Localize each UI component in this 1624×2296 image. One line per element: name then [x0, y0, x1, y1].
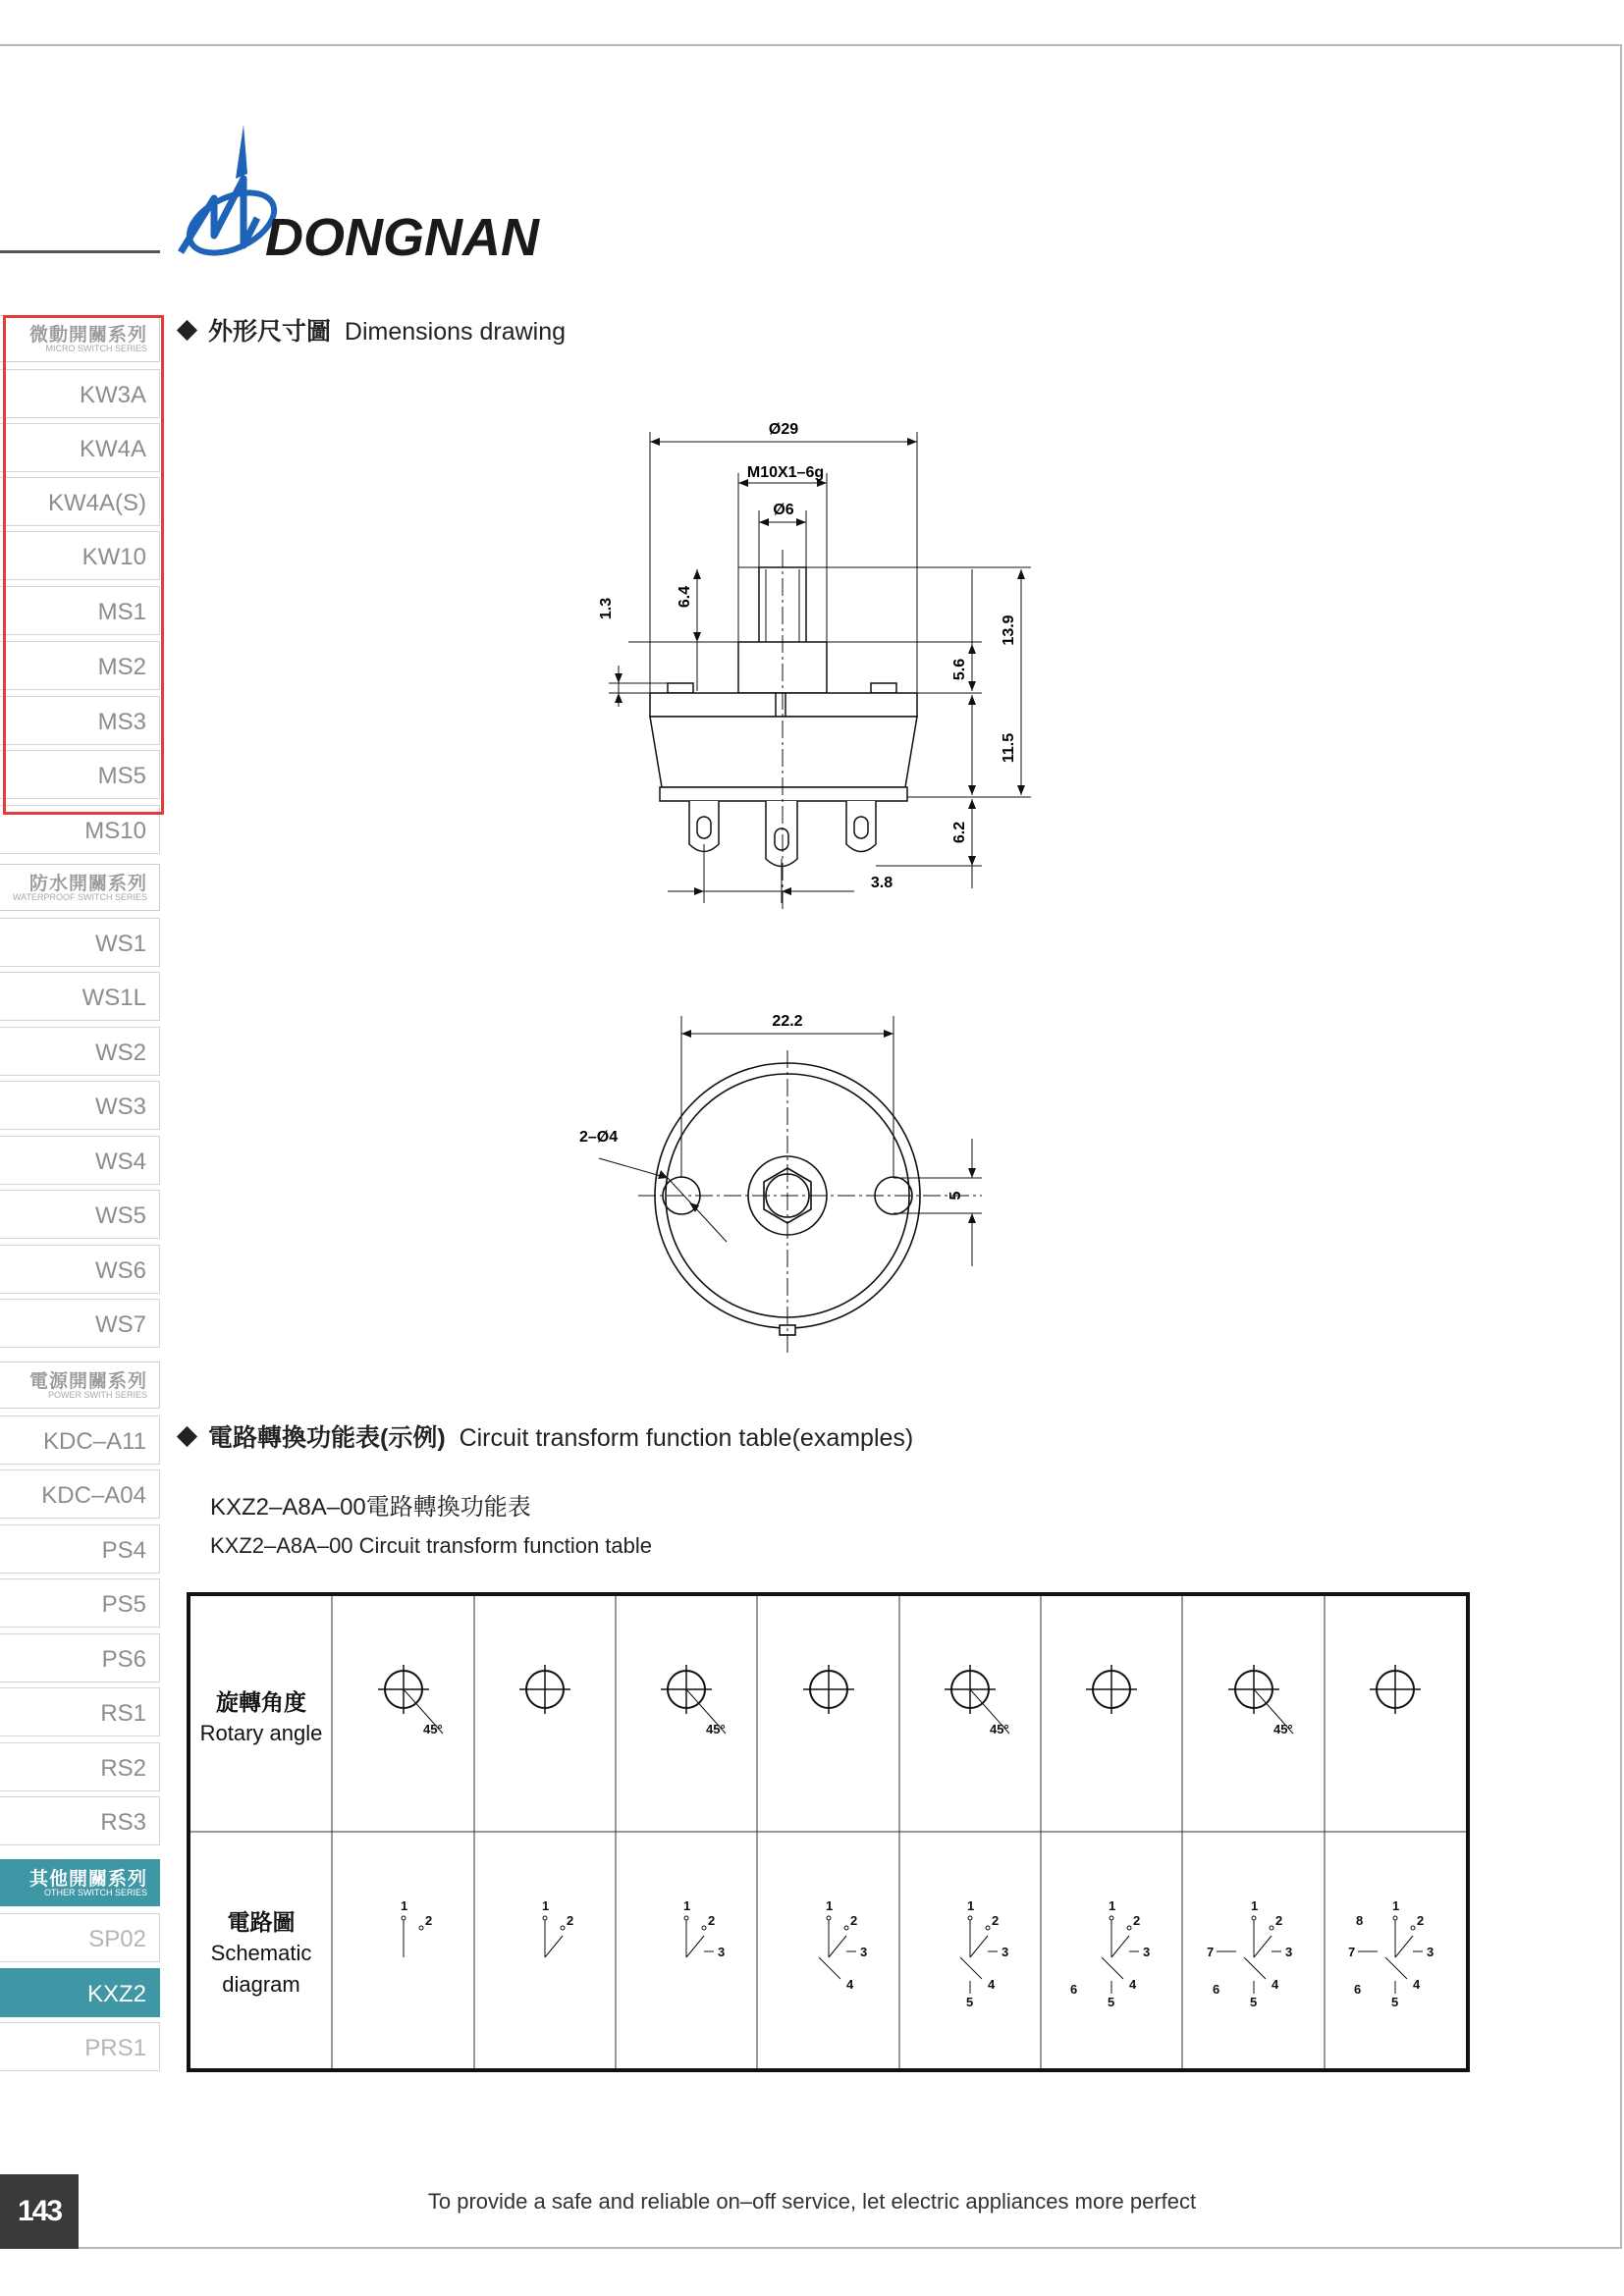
page-number: 143 — [0, 2174, 79, 2249]
sidebar-item-kdc-a11[interactable] — [0, 1415, 160, 1465]
svg-text:2: 2 — [708, 1913, 716, 1928]
schematic-symbol — [1070, 1898, 1150, 2009]
svg-text:2: 2 — [1275, 1913, 1283, 1928]
sidebar-item-label: MS3 — [97, 709, 146, 735]
svg-text:1: 1 — [967, 1898, 975, 1913]
svg-text:3: 3 — [718, 1945, 726, 1959]
svg-text:1: 1 — [401, 1898, 408, 1913]
dim-5-6: 5.6 — [951, 658, 968, 681]
selection-highlight-box — [3, 315, 164, 815]
sidebar-item-label: KDC–A11 — [43, 1428, 146, 1455]
svg-text:6: 6 — [1070, 1982, 1078, 1997]
schematic-symbol — [960, 1898, 1008, 2009]
table-title-en: KXZ2–A8A–00 Circuit transform function table — [210, 1533, 653, 1558]
rotary-angle-symbol — [945, 1665, 1009, 1736]
sidebar-item-ws1[interactable] — [0, 918, 160, 967]
sidebar-item-ps5[interactable] — [0, 1578, 160, 1628]
sidebar-item-label: WS7 — [94, 1311, 146, 1338]
dim-holes: 2–Ø4 — [579, 1129, 619, 1146]
sidebar-item-ws4[interactable] — [0, 1136, 160, 1185]
sidebar-item-label: KW4A — [79, 436, 146, 462]
schematic-symbol — [401, 1898, 432, 1957]
svg-text:4: 4 — [1129, 1977, 1137, 1992]
svg-text:3: 3 — [1143, 1945, 1151, 1959]
svg-text:3: 3 — [1427, 1945, 1435, 1959]
category-sublabel: MICRO SWITCH SERIES — [45, 344, 147, 353]
sidebar-item-rs2[interactable] — [0, 1742, 160, 1791]
sidebar-item-label: PRS1 — [84, 2035, 146, 2061]
sidebar-item-ws3[interactable] — [0, 1081, 160, 1130]
svg-text:2: 2 — [1417, 1913, 1425, 1928]
svg-text:6: 6 — [1354, 1982, 1362, 1997]
svg-text:2: 2 — [850, 1913, 858, 1928]
svg-text:5: 5 — [966, 1995, 974, 2009]
dim-6-4: 6.4 — [677, 585, 693, 609]
svg-text:4: 4 — [846, 1977, 854, 1992]
sidebar-item-ws5[interactable] — [0, 1190, 160, 1239]
dim-thread: M10X1–6g — [746, 464, 825, 481]
schematic-symbol — [819, 1898, 867, 1992]
table-title-zh: KXZ2–A8A–00電路轉換功能表 — [210, 1494, 531, 1521]
row-label-zh: 電路圖 — [227, 1909, 296, 1935]
sidebar-item-label: KW10 — [81, 544, 146, 570]
sidebar-item-ws2[interactable] — [0, 1027, 160, 1076]
sidebar-item-kdc-a04[interactable] — [0, 1469, 160, 1519]
row-label-en: diagram — [222, 1972, 300, 1997]
front-view-drawing — [569, 1001, 1021, 1369]
rotary-angle-symbol — [1370, 1665, 1421, 1714]
sidebar-item-prs1[interactable] — [0, 2022, 160, 2071]
category-label: 微動開關系列 — [28, 325, 147, 346]
svg-text:5: 5 — [1250, 1995, 1258, 2009]
sidebar-item-kxz2[interactable] — [0, 1968, 160, 2017]
schematic-symbol — [542, 1898, 573, 1957]
dimensions-heading — [180, 312, 566, 347]
sidebar-item-ps6[interactable] — [0, 1633, 160, 1682]
sidebar-item-label: KDC–A04 — [41, 1482, 146, 1509]
svg-text:2: 2 — [425, 1913, 433, 1928]
svg-text:6: 6 — [1213, 1982, 1220, 1997]
sidebar-item-label: PS4 — [101, 1537, 146, 1564]
category-power[interactable] — [0, 1362, 160, 1409]
category-sublabel: OTHER SWITCH SERIES — [43, 1888, 147, 1897]
svg-text:4: 4 — [1413, 1977, 1421, 1992]
svg-text:3: 3 — [1285, 1945, 1293, 1959]
rotary-angle-symbol — [1086, 1665, 1137, 1714]
heading-en: Dimensions drawing — [344, 318, 567, 346]
svg-text:2: 2 — [1133, 1913, 1141, 1928]
sidebar-item-label: WS1 — [94, 931, 146, 957]
sidebar-item-rs3[interactable] — [0, 1796, 160, 1845]
sidebar-item-label: MS5 — [97, 763, 146, 789]
sidebar-item-label: WS3 — [94, 1094, 146, 1120]
sidebar-item-ps4[interactable] — [0, 1524, 160, 1574]
sidebar-item-rs1[interactable] — [0, 1687, 160, 1736]
svg-text:4: 4 — [1272, 1977, 1279, 1992]
svg-text:1: 1 — [1392, 1898, 1400, 1913]
side-view-drawing — [569, 412, 1080, 928]
row-label-en: Schematic — [210, 1941, 312, 1965]
sidebar-item-label: SP02 — [88, 1926, 146, 1952]
diamond-bullet-icon — [177, 1426, 197, 1447]
sidebar-item-label: PS6 — [101, 1646, 146, 1673]
sidebar-item-label: WS1L — [81, 985, 146, 1011]
angle-label: 45° — [990, 1722, 1009, 1736]
rotary-angle-symbol — [378, 1665, 443, 1736]
svg-text:7: 7 — [1348, 1945, 1356, 1959]
dim-3-8: 3.8 — [870, 875, 893, 891]
dim-1-3: 1.3 — [598, 597, 615, 620]
sidebar-item-label: RS1 — [100, 1700, 146, 1727]
sidebar-item-label: KW3A — [79, 382, 146, 408]
angle-label: 45° — [706, 1722, 726, 1736]
sidebar-item-label: WS2 — [94, 1040, 146, 1066]
header-rule — [0, 250, 160, 253]
dim-6-2: 6.2 — [951, 821, 968, 844]
sidebar-item-sp02[interactable] — [0, 1913, 160, 1962]
angle-label: 45° — [1273, 1722, 1293, 1736]
sidebar-item-label: WS6 — [94, 1257, 146, 1284]
heading-en: Circuit transform function table(examples) — [459, 1424, 914, 1452]
category-waterproof[interactable] — [0, 864, 160, 911]
dim-22-2: 22.2 — [772, 1013, 803, 1030]
svg-text:5: 5 — [1391, 1995, 1399, 2009]
svg-text:8: 8 — [1356, 1913, 1364, 1928]
svg-text:3: 3 — [860, 1945, 868, 1959]
schematic-symbol — [1348, 1898, 1434, 2009]
sidebar-item-label: KXZ2 — [86, 1981, 146, 2007]
dim-13-9: 13.9 — [1001, 614, 1017, 646]
sidebar-item-ws6[interactable] — [0, 1245, 160, 1294]
svg-text:1: 1 — [683, 1898, 691, 1913]
svg-text:1: 1 — [542, 1898, 550, 1913]
category-sublabel: POWER SWITH SERIES — [47, 1390, 147, 1400]
rotary-angle-symbol — [1228, 1665, 1293, 1736]
sidebar-item-label: MS10 — [84, 818, 146, 844]
sidebar-item-label: KW4A(S) — [47, 490, 146, 516]
rotary-angle-symbol — [519, 1665, 570, 1714]
heading-zh: 外形尺寸圖 — [208, 318, 332, 346]
svg-text:2: 2 — [992, 1913, 1000, 1928]
dim-shaft-diameter: Ø6 — [773, 502, 794, 518]
svg-text:1: 1 — [1251, 1898, 1259, 1913]
dim-outer-diameter: Ø29 — [768, 421, 799, 438]
category-other[interactable] — [0, 1859, 160, 1906]
category-label: 其他開關系列 — [28, 1869, 147, 1890]
circuit-heading — [180, 1418, 913, 1454]
rotary-angle-symbol — [803, 1665, 854, 1714]
diamond-bullet-icon — [177, 320, 197, 341]
circuit-table — [187, 1592, 1470, 2072]
sidebar-item-label: PS5 — [101, 1591, 146, 1618]
sidebar-item-label: WS4 — [94, 1148, 146, 1175]
category-label: 防水開關系列 — [28, 874, 147, 894]
brand-logo — [175, 120, 626, 272]
sidebar-item-label: WS5 — [94, 1202, 146, 1229]
footer-tagline: To provide a safe and reliable on–off service, let electric appliances more perfect — [427, 2189, 1197, 2214]
sidebar-item-ws1l[interactable] — [0, 972, 160, 1021]
sidebar-item-label: RS2 — [100, 1755, 146, 1782]
row-label-zh: 旋轉角度 — [216, 1689, 306, 1715]
svg-text:1: 1 — [826, 1898, 834, 1913]
svg-text:7: 7 — [1207, 1945, 1215, 1959]
schematic-symbol — [683, 1898, 725, 1959]
angle-label: 45° — [423, 1722, 443, 1736]
brand-name: DONGNAN — [265, 208, 539, 267]
sidebar-item-label: MS2 — [97, 654, 146, 680]
heading-zh: 電路轉換功能表(示例) — [208, 1424, 446, 1452]
row-label-en: Rotary angle — [199, 1721, 323, 1745]
rotary-angle-symbol — [661, 1665, 726, 1736]
svg-text:2: 2 — [567, 1913, 574, 1928]
sidebar-item-label: MS1 — [97, 599, 146, 625]
svg-text:3: 3 — [1001, 1945, 1009, 1959]
category-label: 電源開關系列 — [28, 1371, 147, 1392]
svg-text:1: 1 — [1109, 1898, 1116, 1913]
sidebar-item-ws7[interactable] — [0, 1299, 160, 1348]
svg-text:5: 5 — [1108, 1995, 1115, 2009]
sidebar-item-label: RS3 — [100, 1809, 146, 1836]
dim-5: 5 — [947, 1191, 964, 1201]
dim-11-5: 11.5 — [1001, 732, 1017, 764]
schematic-symbol — [1207, 1898, 1292, 2009]
category-sublabel: WATERPROOF SWITCH SERIES — [12, 892, 147, 902]
svg-text:4: 4 — [988, 1977, 996, 1992]
